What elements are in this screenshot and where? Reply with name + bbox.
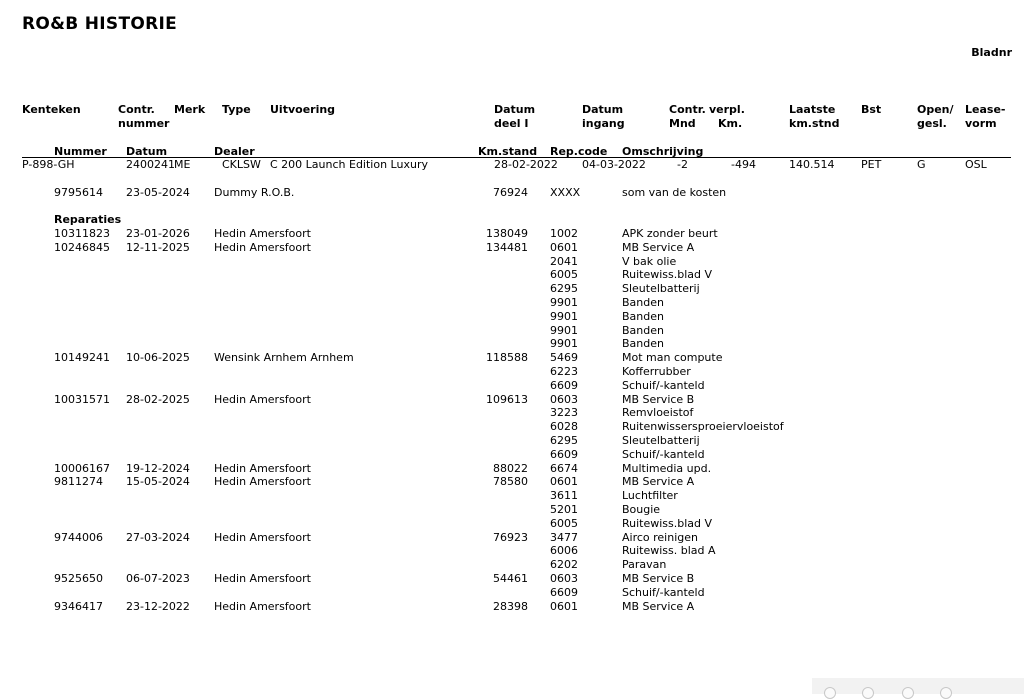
col-datum-deel-1: Datum	[494, 103, 536, 116]
dummy-omschrijving: som van de kosten	[622, 186, 727, 199]
repair-repcode: 6005	[550, 268, 578, 282]
col-omschrijving: Omschrijving	[622, 145, 704, 158]
repair-repcode: 6674	[550, 461, 578, 475]
repair-repcode: 9901	[550, 323, 578, 337]
repair-dealer: Hedin Amersfoort	[214, 530, 311, 544]
nav-dot-icon[interactable]	[940, 687, 952, 699]
repair-repcode: 6006	[550, 544, 578, 558]
repair-omschrijving: Multimedia upd.	[622, 461, 712, 475]
col-datum-deel-2: deel I	[494, 117, 529, 130]
contract-type: CKLSW	[222, 158, 261, 171]
repair-omschrijving: Ruitewiss.blad V	[622, 268, 713, 282]
repair-repcode: 0601	[550, 599, 578, 613]
repair-datum: 06-07-2023	[126, 572, 190, 585]
contract-lease-vorm: OSL	[965, 158, 987, 171]
repair-kmstand: 78580	[493, 475, 528, 489]
repair-omschrijving: Kofferrubber	[622, 365, 691, 378]
repair-repcode: 6223	[550, 365, 578, 378]
repair-nummer: 10311823	[54, 227, 110, 240]
repair-omschrijving: V bak olie	[622, 254, 677, 268]
repair-repcode: 9901	[550, 296, 578, 309]
repair-omschrijving: Luchtfilter	[622, 489, 678, 503]
repair-repcode: 0603	[550, 392, 578, 406]
dummy-dealer: Dummy R.O.B.	[214, 186, 295, 199]
repair-nummer: 10006167	[54, 461, 110, 475]
repair-omschrijving: APK zonder beurt	[622, 227, 718, 240]
repair-omschrijving: Bougie	[622, 503, 661, 516]
repair-kmstand: 88022	[493, 461, 528, 475]
col-datum: Datum	[126, 145, 168, 158]
repair-nummer: 9744006	[54, 530, 103, 544]
repair-repcode: 6295	[550, 434, 578, 447]
repair-repcode: 9901	[550, 337, 578, 351]
col-contr-nummer-1: Contr.	[118, 103, 155, 116]
repair-repcode: 3611	[550, 489, 578, 503]
repair-repcode: 6005	[550, 516, 578, 530]
repair-repcode: 6609	[550, 585, 578, 599]
page-nav-strip	[812, 678, 1024, 694]
repair-omschrijving: Banden	[622, 323, 664, 337]
repair-datum: 10-06-2025	[126, 351, 190, 365]
col-contr-mnd-1: Contr.	[669, 103, 706, 116]
repair-repcode: 6609	[550, 378, 578, 392]
contract-merk: ME	[174, 158, 191, 171]
repair-nummer: 10031571	[54, 392, 110, 406]
col-dealer: Dealer	[214, 145, 255, 158]
repair-omschrijving: Banden	[622, 309, 664, 323]
repair-omschrijving: Schuif/-kanteld	[622, 585, 705, 599]
col-bst: Bst	[861, 103, 882, 116]
nav-dot-icon[interactable]	[862, 687, 874, 699]
repair-repcode: 5469	[550, 351, 578, 365]
col-type: Type	[222, 103, 251, 116]
repair-omschrijving: MB Service B	[622, 572, 695, 585]
section-reparaties: Reparaties	[54, 213, 122, 226]
page-number-label: Bladnr	[971, 46, 1012, 59]
contract-mnd: -2	[677, 158, 688, 171]
col-repcode: Rep.code	[550, 145, 608, 158]
repair-dealer: Wensink Arnhem Arnhem	[214, 351, 354, 365]
repair-dealer: Hedin Amersfoort	[214, 227, 311, 240]
col-merk: Merk	[174, 103, 206, 116]
repair-omschrijving: Sleutelbatterij	[622, 434, 700, 447]
dummy-datum: 23-05-2024	[126, 186, 190, 199]
repair-omschrijving: Schuif/-kanteld	[622, 378, 705, 392]
repair-omschrijving: MB Service A	[622, 475, 695, 489]
repair-repcode: 0601	[550, 240, 578, 254]
repair-dealer: Hedin Amersfoort	[214, 461, 311, 475]
repair-omschrijving: Ruitewiss.blad V	[622, 516, 713, 530]
repair-kmstand: 76923	[493, 530, 528, 544]
col-kmstand: Km.stand	[478, 145, 538, 158]
repair-kmstand: 109613	[486, 392, 528, 406]
repair-omschrijving: Banden	[622, 337, 664, 351]
nav-dot-icon[interactable]	[902, 687, 914, 699]
col-kenteken: Kenteken	[22, 103, 81, 116]
repair-repcode: 6028	[550, 420, 578, 434]
col-datum-ingang-2: ingang	[582, 117, 625, 130]
repair-omschrijving: Paravan	[622, 558, 667, 572]
repair-dealer: Hedin Amersfoort	[214, 240, 311, 254]
repair-repcode: 3477	[550, 530, 578, 544]
repair-dealer: Hedin Amersfoort	[214, 599, 311, 613]
repair-omschrijving: Airco reinigen	[622, 530, 698, 544]
repair-kmstand: 54461	[493, 572, 528, 585]
col-verpl-km-2: Km.	[718, 117, 743, 130]
col-contr-nummer-2: nummer	[118, 117, 170, 130]
col-uitvoering: Uitvoering	[270, 103, 336, 116]
dummy-repcode: XXXX	[550, 186, 581, 199]
contract-datum-deel: 28-02-2022	[494, 158, 558, 171]
repair-datum: 27-03-2024	[126, 530, 190, 544]
repair-repcode: 5201	[550, 503, 578, 516]
repair-repcode: 2041	[550, 254, 578, 268]
repair-datum: 15-05-2024	[126, 475, 190, 489]
col-contr-mnd-2: Mnd	[669, 117, 696, 130]
repair-dealer: Hedin Amersfoort	[214, 392, 311, 406]
repair-repcode: 6609	[550, 447, 578, 461]
repair-repcode: 3223	[550, 406, 578, 420]
repair-repcode: 0603	[550, 572, 578, 585]
repair-nummer: 9811274	[54, 475, 103, 489]
repair-repcode: 1002	[550, 227, 578, 240]
contract-verpl-km: -494	[731, 158, 756, 171]
repair-omschrijving: Remvloeistof	[622, 406, 694, 420]
contract-bst: PET	[861, 158, 882, 171]
col-lease-vorm-1: Lease-	[965, 103, 1006, 116]
repair-datum: 28-02-2025	[126, 392, 190, 406]
repair-omschrijving: Sleutelbatterij	[622, 282, 700, 296]
repair-kmstand: 28398	[493, 599, 528, 613]
repair-repcode: 6295	[550, 282, 578, 296]
repair-dealer: Hedin Amersfoort	[214, 572, 311, 585]
contract-uitvoering: C 200 Launch Edition Luxury	[270, 158, 428, 171]
col-open-gesl-1: Open/	[917, 103, 954, 116]
contract-open-gesl: G	[917, 158, 926, 171]
report-title: RO&B HISTORIE	[22, 14, 178, 34]
repair-kmstand: 118588	[486, 351, 528, 365]
repair-nummer: 9525650	[54, 572, 103, 585]
repair-omschrijving: Banden	[622, 296, 664, 309]
repair-omschrijving: Schuif/-kanteld	[622, 447, 705, 461]
col-laatste-km-1: Laatste	[789, 103, 836, 116]
contract-laatste-km: 140.514	[789, 158, 835, 171]
contract-kenteken: P-898-GH	[22, 158, 75, 171]
col-datum-ingang-1: Datum	[582, 103, 624, 116]
col-lease-vorm-2: vorm	[965, 117, 997, 130]
dummy-kmstand: 76924	[493, 186, 528, 199]
repair-nummer: 9346417	[54, 599, 103, 613]
repair-nummer: 10149241	[54, 351, 110, 365]
contract-nummer: 2400241	[126, 158, 175, 171]
repair-repcode: 9901	[550, 309, 578, 323]
repair-omschrijving: MB Service A	[622, 240, 695, 254]
repair-nummer: 10246845	[54, 240, 110, 254]
repair-omschrijving: Ruitenwissersproeiervloeistof	[622, 420, 784, 434]
repair-datum: 12-11-2025	[126, 240, 190, 254]
repair-datum: 23-01-2026	[126, 227, 190, 240]
repair-kmstand: 138049	[486, 227, 528, 240]
repair-omschrijving: MB Service B	[622, 392, 695, 406]
repair-omschrijving: Ruitewiss. blad A	[622, 544, 716, 558]
repair-kmstand: 134481	[486, 240, 528, 254]
repair-repcode: 6202	[550, 558, 578, 572]
repair-repcode: 0601	[550, 475, 578, 489]
dummy-nummer: 9795614	[54, 186, 103, 199]
contract-datum-ingang: 04-03-2022	[582, 158, 646, 171]
repair-dealer: Hedin Amersfoort	[214, 475, 311, 489]
repair-datum: 23-12-2022	[126, 599, 190, 613]
nav-dot-icon[interactable]	[824, 687, 836, 699]
col-verpl-km-1: verpl.	[709, 103, 745, 116]
repair-omschrijving: Mot man compute	[622, 351, 723, 365]
col-laatste-km-2: km.stnd	[789, 117, 840, 130]
col-open-gesl-2: gesl.	[917, 117, 947, 130]
repair-datum: 19-12-2024	[126, 461, 190, 475]
repair-omschrijving: MB Service A	[622, 599, 695, 613]
col-nummer: Nummer	[54, 145, 107, 158]
